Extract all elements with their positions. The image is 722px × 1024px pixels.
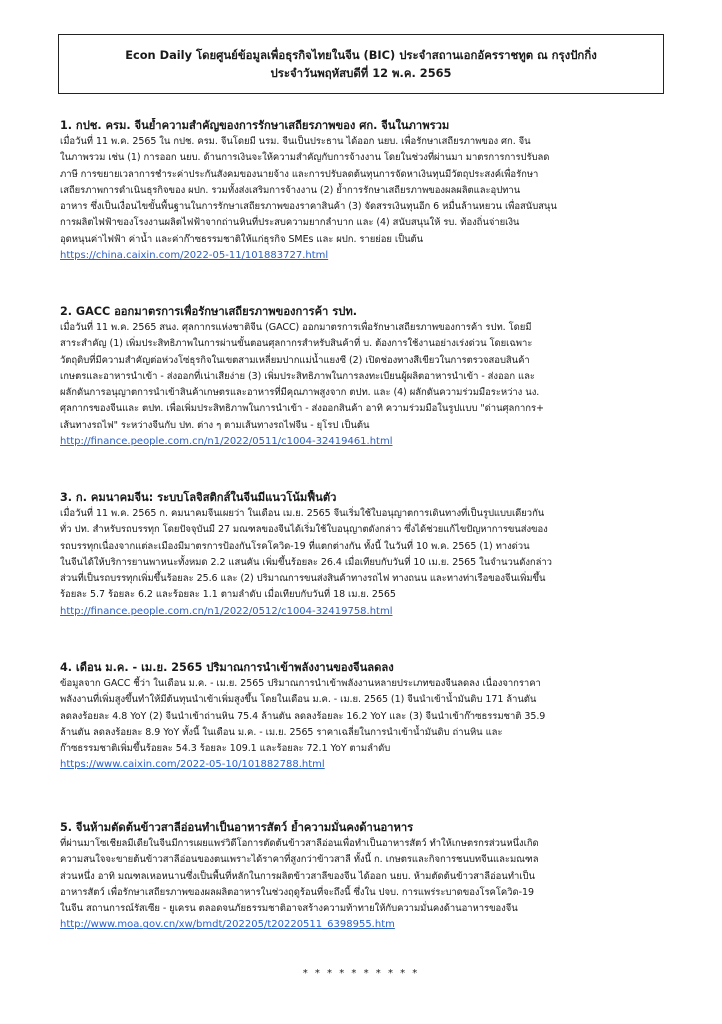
section-title: 2. GACC ออกมาตรการเพื่อรักษาเสถียรภาพของการค้า รปท. [60, 305, 357, 318]
body-line: ล้านตัน ลดลงร้อยละ 8.9 YoY ทั้งนี้ ในเดือน ม.ค. - เม.ย. 2565 ราคาเฉลี่ยในการนำเข้าน้ำมันดิบ ถ่านหิน และ [60, 726, 503, 738]
body-line: ข้อมูลจาก GACC ชี้ว่า ในเดือน ม.ค. - เม.ย. 2565 ปริมาณการนำเข้าพลังงานหลายประเภทของจีนลดลง เนื่องจากราคา [60, 678, 541, 689]
source-link[interactable]: https://www.caixin.com/2022-05-10/101882788.html [60, 759, 325, 771]
body-line: ร้อยละ 5.7 ร้อยละ 6.2 และร้อยละ 1.1 ตามลำดับ เมื่อเทียบกับวันที่ 18 เม.ย. 2565 [60, 589, 396, 601]
document-header [58, 34, 664, 94]
section-body [60, 836, 670, 917]
header-title: Econ Daily โดยศูนย์ข้อมูลเพื่อธุรกิจไทยในจีน (BIC) ประจำสถานเอกอัครราชทูต ณ กรุงปักกิ่ง [125, 48, 597, 62]
body-line: วัตถุดิบที่มีความสำคัญต่อห่วงโซ่ธุรกิจในเขตสามเหลี่ยมปากแม่น้ำแยงซี (2) เปิดช่องทางสีเขียวในการตรวจสอบสินค้า [60, 354, 530, 366]
body-line: ความสนใจจะขายต้นข้าวสาลีอ่อนของตนเพราะได้ราคาที่สูงกว่าข้าวสาลี ทั้งนี้ ก. เกษตรและกิจการชนบทจีนและมณฑล [60, 854, 539, 866]
source-link[interactable]: http://finance.people.com.cn/n1/2022/0512/c1004-32419758.html [60, 605, 393, 617]
section-body [60, 320, 670, 434]
body-line: สาระสำคัญ (1) เพิ่มประสิทธิภาพในการผ่านขั้นตอนศุลกากรสำหรับสินค้าที่ บ. ต้องการใช้งานอย่างเร่งด่วน โดยเฉพาะ [60, 338, 533, 350]
section-body [60, 134, 670, 248]
body-line: ก๊าซธรรมชาติเพิ่มขึ้นร้อยละ 54.3 ร้อยละ 109.1 และร้อยละ 72.1 YoY ตามลำดับ [60, 743, 391, 755]
body-line: ในจีน สถานการณ์รัสเซีย - ยูเครน ตลอดจนภัยธรรมชาติอาจสร้างความท้าทายให้กับความมั่นคงด้านอาหารของจีน [60, 903, 518, 915]
body-line: ภาษี การขยายเวลาการชำระค่าประกันสังคมของนายจ้าง และการปรับลดต้นทุนการจัดหาเงินทุนมีวัตถุประสงค์เพื่อรักษา [60, 168, 539, 180]
news-section-4 [60, 660, 670, 774]
body-line: พลังงานที่เพิ่มสูงขึ้นทำให้มีต้นทุนนำเข้าเพิ่มสูงขึ้น โดยในเดือน ม.ค. - เม.ย. 2565 (1) จีนนำเข้าน้ำมันดิบ 171 ล้านตัน [60, 694, 537, 706]
body-line: รถบรรทุกเนื่องจากแต่ละเมืองมีมาตรการป้องกันโรคโควิด-19 ที่แตกต่างกัน ทั้งนี้ ในวันที่ 10 พ.ค. 2565 (1) ทางด่วน [60, 540, 530, 552]
body-line: เมื่อวันที่ 11 พ.ค. 2565 ใน กปช. ครม. จีนโดยมี นรม. จีนเป็นประธาน ได้ออก นยบ. เพื่อรักษาเสถียรภาพของ ศก. จีน [60, 136, 531, 147]
body-line: เมื่อวันที่ 11 พ.ค. 2565 ก. คมนาคมจีนเผยว่า ในเดือน เม.ย. 2565 จีนเริ่มใช้ใบอนุญาตการเดินทางที่เป็นรูปแบบเดียวกัน [60, 508, 545, 519]
section-title: 5. จีนห้ามตัดต้นข้าวสาลีอ่อนทำเป็นอาหารสัตว์ ย้ำความมั่นคงด้านอาหาร [60, 821, 414, 834]
news-section-3 [60, 490, 670, 620]
body-line: อุดหนุนค่าไฟฟ้า ค่าน้ำ และค่าก๊าซธรรมชาติให้แก่ธุรกิจ SMEs และ ผปก. รายย่อย เป็นต้น [60, 233, 424, 245]
body-line: อาหารสัตว์ เพื่อรักษาเสถียรภาพของผลผลิตอาหารในช่วงฤดูร้อนที่จะถึงนี้ ซึ่งใน ปจบ. การแพร่ระบาดของโรคโควิด-19 [60, 886, 534, 898]
body-line: ในภาพรวม เช่น (1) การออก นยบ. ด้านการเงินจะให้ความสำคัญกับการจ้างงาน โดยในช่วงที่ผ่านมา มาตรการการปรับลด [60, 152, 550, 164]
body-line: ส่วนที่เป็นรถบรรทุกเพิ่มขึ้นร้อยละ 25.6 และ (2) ปริมาณการขนส่งสินค้าทางรถไฟ ทางถนน และทางท่าเรือของจีนเพิ่มขึ้น [60, 573, 546, 585]
body-line: เส้นทางรถไฟ" ระหว่างจีนกับ ปท. ต่าง ๆ ตามเส้นทางรถไฟจีน - ยุโรป เป็นต้น [60, 419, 370, 431]
news-section-1 [60, 118, 670, 264]
body-line: เสถียรภาพการดำเนินธุรกิจของ ผปก. รวมทั้งส่งเสริมการจ้างงาน (2) ย้ำการรักษาเสถียรภาพของผลผลิตและอุปทาน [60, 184, 521, 196]
section-title: 1. กปช. ครม. จีนย้ำความสำคัญของการรักษาเสถียรภาพของ ศก. จีนในภาพรวม [60, 119, 450, 132]
body-line: ในจีนได้ให้บริการยานพาหนะทั้งหมด 2.2 แสนคัน เพิ่มขึ้นร้อยละ 26.4 เมื่อเทียบกับวันที่ 10 เม.ย. 2565 ในจำนวนดังกล่าว [60, 556, 552, 568]
section-body [60, 506, 670, 604]
footer-separator: * * * * * * * * * * [302, 968, 420, 979]
body-line: เกษตรและอาหารนำเข้า - ส่งออกที่เน่าเสียง่าย (3) เพิ่มประสิทธิภาพในการลงทะเบียนผู้ผลิตอาหารนำเข้า - ส่งออก และ [60, 370, 535, 382]
body-line: ทั่ว ปท. สำหรับรถบรรทุก โดยปัจจุบันมี 27 มณฑลของจีนได้เริ่มใช้ใบอนุญาตดังกล่าว ซึ่งได้ช่วยแก้ไขปัญหาการขนส่งของ [60, 524, 548, 536]
source-link[interactable]: http://www.moa.gov.cn/xw/bmdt/202205/t20220511_6398955.htm [60, 919, 395, 931]
section-body [60, 676, 670, 757]
body-line: ผลักดันการอนุญาตการนำเข้าสินค้าเกษตรและอาหารที่มีคุณภาพสูงจาก ตปท. และ (4) ผลักดันความร่วมมือระหว่าง นง. [60, 387, 540, 399]
body-line: การผลิตไฟฟ้าของโรงงานผลิตไฟฟ้าจากถ่านหินที่ประสบความยากลำบาก และ (4) สนับสนุนให้ รบ. ท้องถิ่นจ่ายเงิน [60, 217, 520, 229]
news-section-2 [60, 304, 670, 450]
header-date: ประจำวันพฤหัสบดีที่ 12 พ.ค. 2565 [270, 66, 452, 80]
body-line: ลดลงร้อยละ 4.8 YoY (2) จีนนำเข้าถ่านหิน 75.4 ล้านตัน ลดลงร้อยละ 16.2 YoY และ (3) จีนนำเข้าก๊าซธรรมชาติ 35.9 [60, 710, 546, 722]
body-line: ส่วนหนึ่ง อาทิ มณฑลเหอหนานซึ่งเป็นพื้นที่หลักในการผลิตข้าวสาลีของจีน ได้ออก นยบ. ห้ามตัดต้นข้าวสาลีอ่อนทำเป็น [60, 870, 535, 882]
section-title: 4. เดือน ม.ค. - เม.ย. 2565 ปริมาณการนำเข้าพลังงานของจีนลดลง [60, 661, 394, 674]
body-line: ที่ผ่านมาโซเชียลมีเดียในจีนมีการเผยแพร่วิดีโอการตัดต้นข้าวสาลีอ่อนเพื่อทำเป็นอาหารสัตว์ ทำให้เกษตรกรส่วนหนึ่งเกิด [60, 838, 539, 849]
body-line: ศุลกากรของจีนและ ตปท. เพื่อเพิ่มประสิทธิภาพในการนำเข้า - ส่งออกสินค้า อาทิ ความร่วมมือในรูปแบบ "ด่านศุลกากร+ [60, 403, 544, 415]
body-line: อาหาร ซึ่งเป็นเงื่อนไขขั้นพื้นฐานในการรักษาเสถียรภาพของราคาสินค้า (3) จัดสรรเงินทุนอีก 6 หมื่นล้านหยวน เพื่อสนับสนุน [60, 201, 557, 213]
body-line: เมื่อวันที่ 11 พ.ค. 2565 สนง. ศุลกากรแห่งชาติจีน (GACC) ออกมาตรการเพื่อรักษาเสถียรภาพของการค้า รปท. โดยมี [60, 322, 532, 333]
source-link[interactable]: https://china.caixin.com/2022-05-11/101883727.html [60, 250, 329, 262]
news-section-5 [60, 820, 670, 934]
section-title: 3. ก. คมนาคมจีน: ระบบโลจิสติกส์ในจีนมีแนวโน้มฟื้นตัว [60, 491, 337, 504]
source-link[interactable]: http://finance.people.com.cn/n1/2022/0511/c1004-32419461.html [60, 436, 393, 448]
